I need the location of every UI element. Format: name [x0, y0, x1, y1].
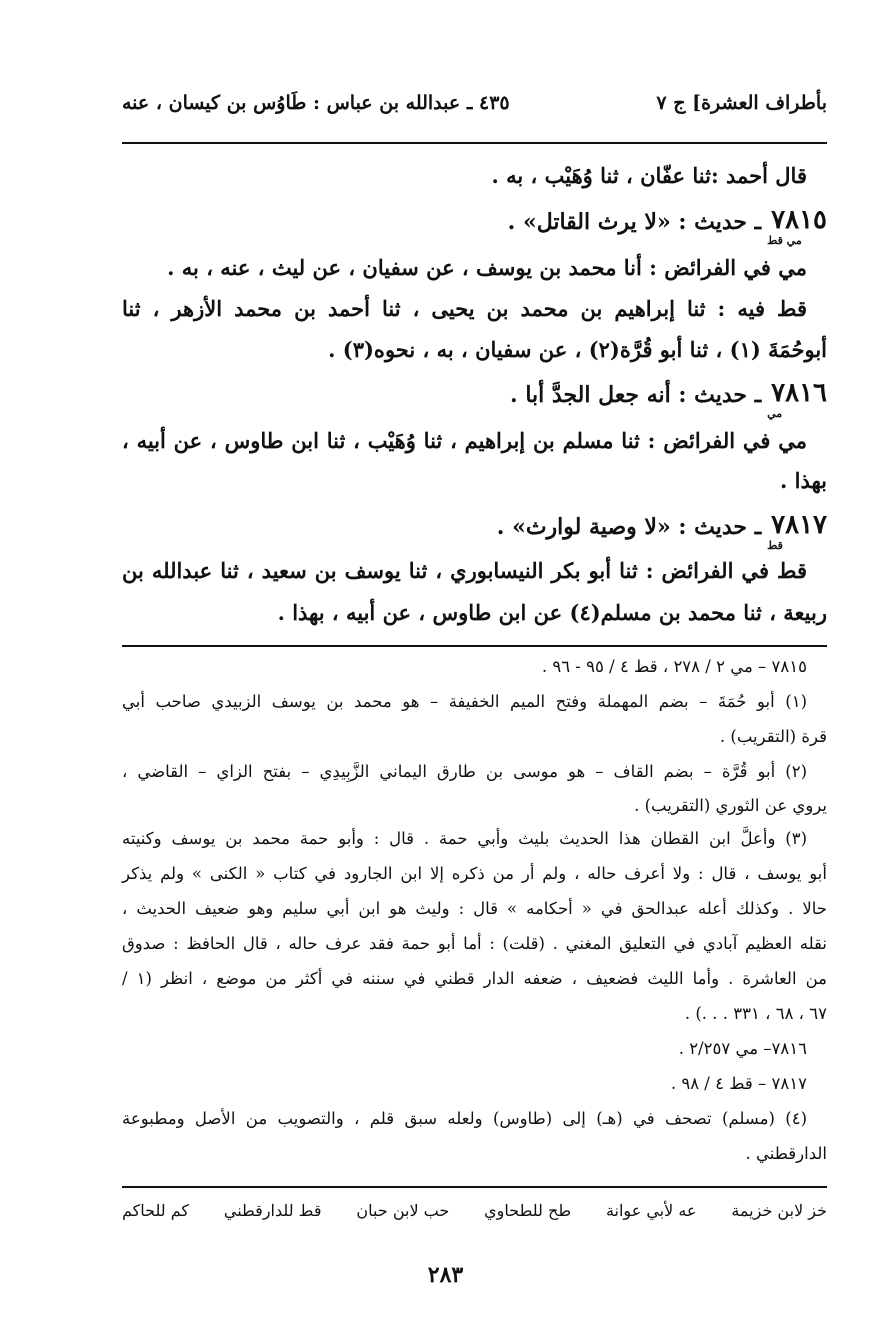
footnote-line: ٧٨١٥ – مي ٢ / ٢٧٨ ، قط ٤ / ٩٥ - ٩٦ . — [541, 657, 807, 676]
header-section-title: ٤٣٥ ـ عبدالله بن عباس : طَاوُس بن كيسان ، عنه — [122, 92, 510, 114]
header-rule — [122, 142, 827, 144]
footnote-line: ٧٨١٧ – قط ٤ / ٩٨ . — [670, 1074, 807, 1093]
hadith-number: ٧٨١٧ قط — [767, 510, 827, 552]
footnote-line: (٢) أبو قُرَّة – بضم القاف – هو موسى بن طارق اليماني الزَّبِيدِي – بفتح الزاي – القاضي ، — [122, 762, 807, 781]
hadith-title: ـ حديث : «لا وصية لوارث» . — [496, 514, 762, 540]
body-line: مي في الفرائض : ثنا مسلم بن إبراهيم ، ثنا وُهَيْب ، ثنا ابن طاوس ، عن أبيه ، — [122, 428, 807, 453]
body-line: ربيعة ، ثنا محمد بن مسلم(٤) عن ابن طاوس ، عن أبيه ، بهذا . — [277, 600, 827, 625]
page-number: ٢٨٣ — [427, 1262, 464, 1288]
footnote-line: (٤) (مسلم) تصحف في (هـ) إلى (طاوس) ولعله سبق قلم ، والتصويب من الأصل ومطبوعة — [122, 1109, 807, 1128]
source-sigla: مي قط — [767, 234, 802, 247]
abbr-item: طح للطحاوي — [484, 1201, 572, 1220]
abbr-item: حب لابن حبان — [356, 1201, 450, 1220]
footnote-line: ٧٨١٦– مي ٢/٢٥٧ . — [678, 1039, 807, 1058]
footnote-rule — [122, 645, 827, 647]
body-line: أبوحُمَةَ (١) ، ثنا أبو قُرَّة(٢) ، عن سفيان ، به ، نحوه(٣) . — [328, 337, 827, 362]
footnote-line: حالا . وكذلك أعله عبدالحق في « أحكامه » قال : وليث هو ابن أبي سليم وهو ضعيف الحديث ، — [122, 899, 827, 918]
abbr-item: كم للحاكم — [122, 1201, 189, 1220]
body-line: قط في الفرائض : ثنا أبو بكر النيسابوري ، ثنا يوسف بن سعيد ، ثنا عبدالله بن — [122, 558, 807, 583]
source-sigla: مي — [767, 407, 783, 420]
footnote-line: أبو يوسف ، قال : ولا أعرف حاله ، ولم أر من ذكره إلا ابن الجارود في كتاب « الكنى » ولم يذكر — [122, 864, 827, 883]
hadith-heading-7815 — [507, 205, 827, 247]
hadith-title: ـ حديث : أنه جعل الجدَّ أبا . — [510, 382, 762, 408]
footnote-line: ٦٧ ، ٦٨ ، ٣٣١ . . .) . — [684, 1004, 827, 1023]
hadith-heading-7817 — [496, 510, 827, 552]
body-line: مي في الفرائض : أنا محمد بن يوسف ، عن سفيان ، عن ليث ، عنه ، به . — [167, 255, 807, 280]
abbr-item: قط للدارقطني — [223, 1201, 322, 1220]
footnote-line: قرة (التقريب) . — [719, 727, 827, 746]
body-line: قط فيه : ثنا إبراهيم بن محمد بن يحيى ، ثنا أحمد بن محمد الأزهر ، ثنا — [122, 296, 807, 321]
footnote-line: من العاشرة . وأما الليث فضعيف ، ضعفه الدار قطني في سننه في أكثر من موضع ، انظر (١ / — [122, 969, 827, 988]
footnote-line: (١) أبو حُمَةَ – بضم المهملة وفتح الميم الخفيفة – هو محمد بن يوسف الزبيدي صاحب أبي — [122, 692, 807, 711]
body-line: بهذا . — [779, 468, 827, 493]
hadith-heading-7816 — [510, 378, 827, 420]
footnote-line: نقله العظيم آبادي في التعليق المغني . (قلت) : أما أبو حمة فقد عرف حاله ، قال الحافظ : صدوق — [122, 934, 827, 953]
footnote-line: (٣) وأعلَّ ابن القطان هذا الحديث بليث وأبي حمة . قال : وأبو حمة محمد بن يوسف وكنيته — [122, 829, 807, 848]
footnote-line: يروي عن الثوري (التقريب) . — [634, 796, 827, 815]
abbr-item: خز لابن خزيمة — [731, 1201, 827, 1220]
header-book-title: بأطراف العشرة] ج ٧ — [656, 92, 827, 114]
abbreviations-legend — [122, 1201, 827, 1220]
body-line: قال أحمد :ثنا عفّان ، ثنا وُهَيْب ، به . — [491, 163, 807, 188]
abbr-item: عه لأبي عوانة — [605, 1201, 697, 1220]
hadith-number: ٧٨١٦ مي — [767, 378, 827, 420]
hadith-number: ٧٨١٥ مي قط — [767, 205, 827, 247]
footer-rule — [122, 1186, 827, 1188]
source-sigla: قط — [767, 539, 783, 552]
footnote-line: الدارقطني . — [745, 1144, 827, 1163]
hadith-title: ـ حديث : «لا يرث القاتل» . — [507, 209, 762, 235]
